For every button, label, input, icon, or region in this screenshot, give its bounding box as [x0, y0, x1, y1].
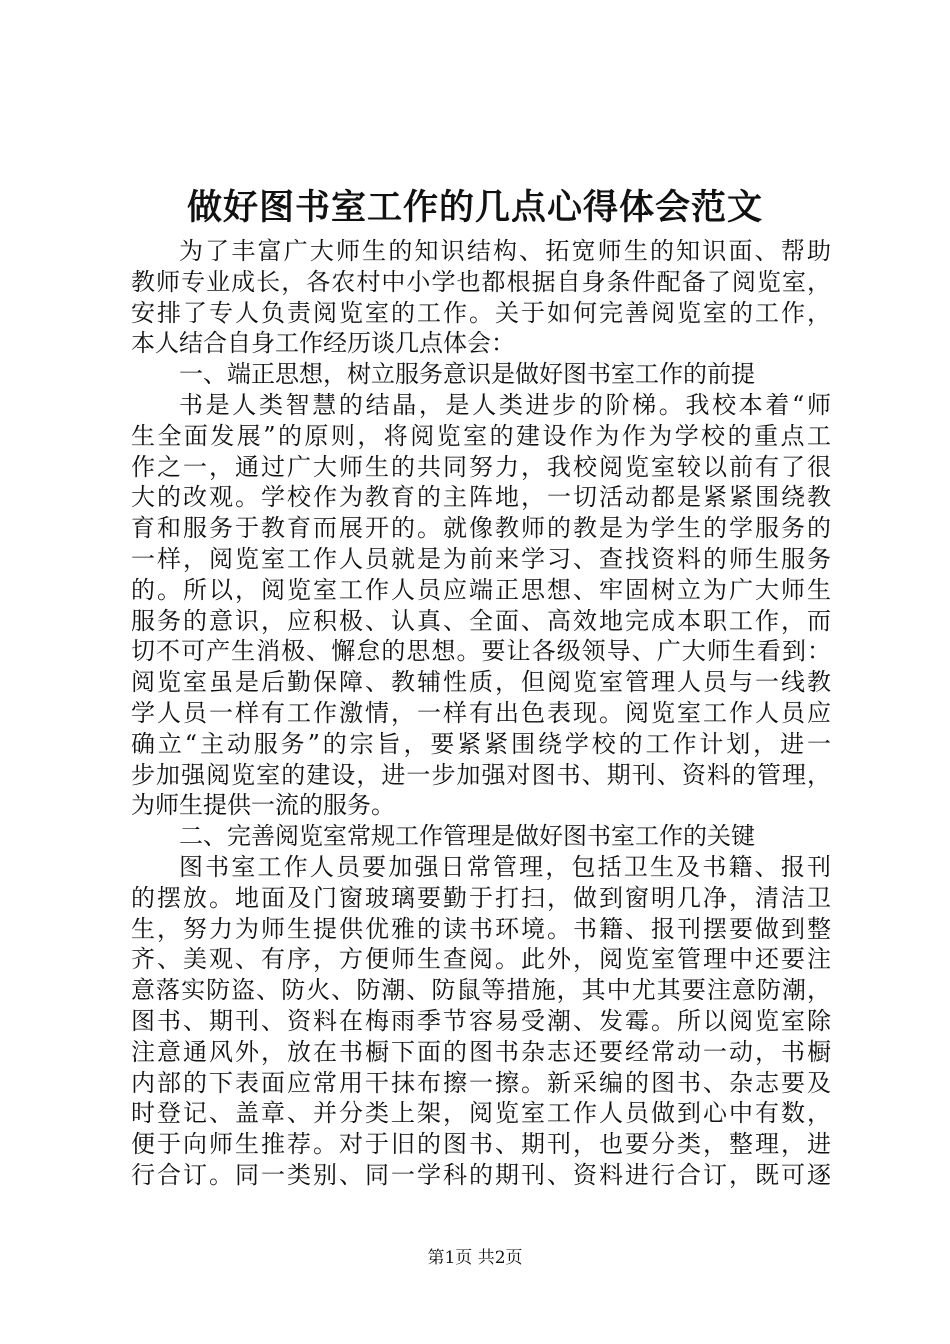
paragraph-line: 本人结合自身工作经历谈几点体会： [131, 329, 515, 358]
paragraph-line: 阅览室虽是后勤保障、教辅性质，但阅览室管理人员与一线教 [131, 668, 831, 697]
paragraph-line: 书是人类智慧的结晶，是人类进步的阶梯。我校本着“师 [179, 390, 831, 419]
paragraph-line: 齐、美观、有序，方便师生查阅。此外，阅览室管理中还要注 [131, 945, 831, 974]
paragraph-line: 图书室工作人员要加强日常管理，包括卫生及书籍、报刊 [179, 852, 831, 881]
paragraph-line: 意落实防盗、防火、防潮、防鼠等措施，其中尤其要注意防潮， [131, 976, 831, 1005]
paragraph-line: 大的改观。学校作为教育的主阵地，一切活动都是紧紧围绕教 [131, 483, 831, 512]
section-heading: 一、端正思想，树立服务意识是做好图书室工作的前提 [179, 360, 755, 389]
paragraph-line: 一样，阅览室工作人员就是为前来学习、查找资料的师生服务 [131, 544, 831, 573]
section-heading: 二、完善阅览室常规工作管理是做好图书室工作的关键 [179, 822, 755, 851]
paragraph-line: 便于向师生推荐。对于旧的图书、期刊，也要分类，整理，进 [131, 1130, 831, 1159]
paragraph-line: 生全面发展”的原则，将阅览室的建设作为作为学校的重点工 [131, 421, 831, 450]
document-title: 做好图书室工作的几点心得体会范文 [186, 187, 763, 228]
paragraph-line: 为了丰富广大师生的知识结构、拓宽师生的知识面、帮助 [179, 237, 831, 265]
paragraph-line: 内部的下表面应常用干抹布擦一擦。新采编的图书、杂志要及 [131, 1068, 831, 1097]
paragraph-line: 注意通风外，放在书橱下面的图书杂志还要经常动一动，书橱 [131, 1037, 831, 1066]
paragraph-line: 安排了专人负责阅览室的工作。关于如何完善阅览室的工作， [131, 298, 831, 327]
paragraph-line: 切不可产生消极、懈怠的思想。要让各级领导、广大师生看到： [131, 637, 831, 666]
paragraph-line: 时登记、盖章、并分类上架，阅览室工作人员做到心中有数， [131, 1099, 831, 1128]
paragraph-line: 育和服务于教育而展开的。就像教师的教是为学生的学服务的 [131, 514, 831, 543]
paragraph-line: 教师专业成长，各农村中小学也都根据自身条件配备了阅览室， [131, 267, 831, 296]
paragraph-line: 图书、期刊、资料在梅雨季节容易受潮、发霉。所以阅览室除 [131, 1006, 831, 1035]
paragraph-line: 学人员一样有工作激情，一样有出色表现。阅览室工作人员应 [131, 698, 831, 727]
paragraph-line: 的。所以，阅览室工作人员应端正思想、牢固树立为广大师生 [131, 575, 831, 604]
paragraph-line: 的摆放。地面及门窗玻璃要勤于打扫，做到窗明几净，清洁卫 [131, 883, 831, 912]
paragraph-line: 服务的意识，应积极、认真、全面、高效地完成本职工作，而 [131, 606, 831, 635]
page-number-footer: 第1页 共2页 [427, 1248, 523, 1268]
paragraph-line: 行合订。同一类别、同一学科的期刊、资料进行合订，既可逐 [131, 1160, 831, 1189]
paragraph-line: 为师生提供一流的服务。 [131, 791, 395, 820]
paragraph-line: 确立“主动服务”的宗旨，要紧紧围绕学校的工作计划，进一 [131, 729, 831, 758]
document-body [131, 236, 831, 1191]
paragraph-line: 步加强阅览室的建设，进一步加强对图书、期刊、资料的管理， [131, 760, 831, 789]
paragraph-line: 作之一，通过广大师生的共同努力，我校阅览室较以前有了很 [131, 452, 831, 481]
paragraph-line: 生，努力为师生提供优雅的读书环境。书籍、报刊摆要做到整 [131, 914, 831, 943]
